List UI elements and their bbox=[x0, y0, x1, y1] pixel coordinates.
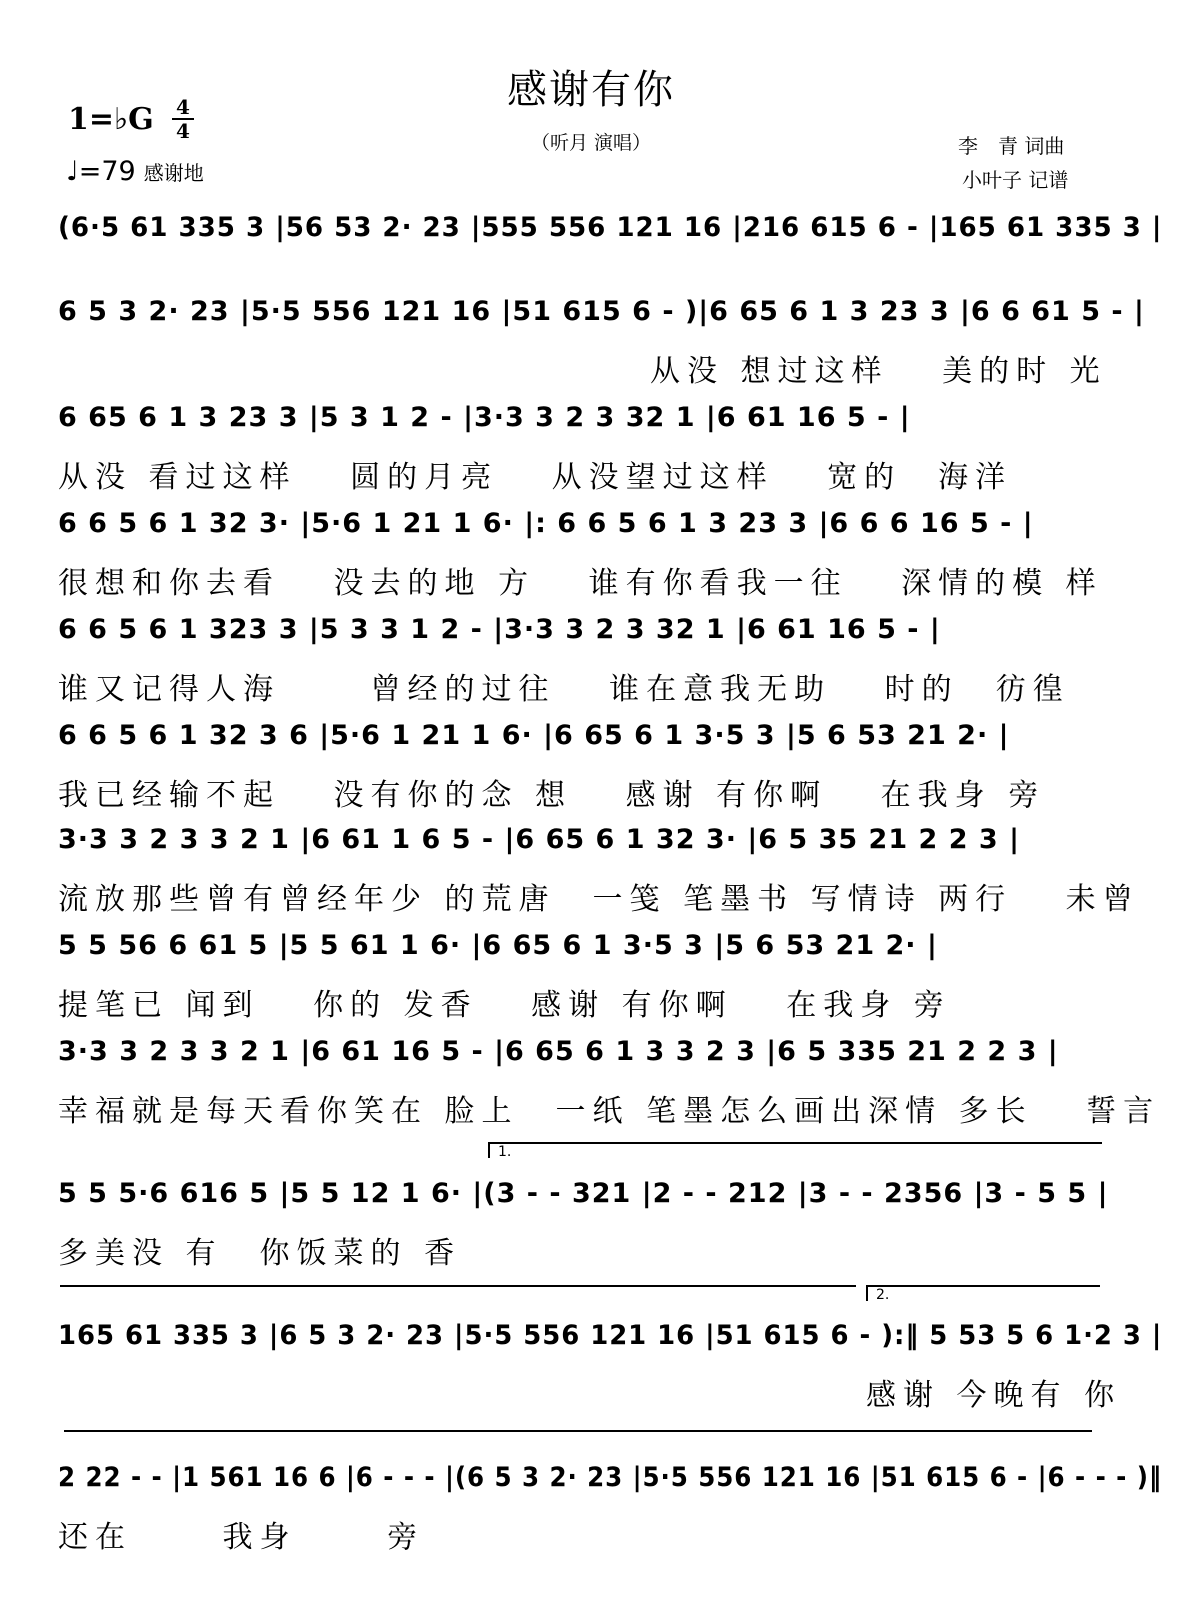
lyrics: 幸福就是每天看你笑在 脸上 一纸 笔墨怎么画出深情 多长 誓言 bbox=[58, 1094, 1161, 1129]
lyrics: 还在 我身 旁 bbox=[58, 1520, 425, 1555]
page-subtitle: （听月 演唱） bbox=[530, 132, 652, 154]
credit-composer: 李 青 词曲 bbox=[958, 134, 1065, 158]
notation: 3·3 3 2 3 3 2 1 |6 61 1 6 5 - |6 65 6 1 32 3· |6 5 35 21 2 2 3 | bbox=[58, 824, 1020, 855]
notation: 6 65 6 1 3 23 3 |5 3 1 2 - |3·3 3 2 3 32 1 |6 61 16 5 - | bbox=[58, 402, 911, 433]
tempo bbox=[66, 156, 204, 187]
score-line-2 bbox=[0, 296, 1182, 402]
score-line-6 bbox=[0, 720, 1182, 826]
lyrics: 从没 想过这样 美的时 光 bbox=[650, 354, 1107, 389]
notation: 6 6 5 6 1 323 3 |5 3 3 1 2 - |3·3 3 2 3 32 1 |6 61 16 5 - | bbox=[58, 614, 941, 645]
score-line-5 bbox=[0, 614, 1182, 720]
second-ending-continuation bbox=[64, 1430, 1092, 1432]
notation: 6 6 5 6 1 32 3· |5·6 1 21 1 6· |: 6 6 5 6 1 3 23 3 |6 6 6 16 5 - | bbox=[58, 508, 1034, 539]
lyrics: 流放那些曾有曾经年少 的荒唐 一笺 笔墨书 写情诗 两行 未曾 bbox=[58, 882, 1140, 917]
second-ending-label: 2. bbox=[876, 1287, 890, 1303]
key-signature: 1=♭G bbox=[68, 102, 154, 137]
lyrics: 多美没 有 你饭菜的 香 bbox=[58, 1236, 462, 1271]
lyrics: 提笔已 闻到 你的 发香 感谢 有你啊 在我身 旁 bbox=[58, 988, 951, 1023]
time-signature-bottom: 4 bbox=[172, 118, 194, 142]
second-ending-bracket bbox=[866, 1285, 1100, 1301]
lyrics: 我已经输不起 没有你的念 想 感谢 有你啊 在我身 旁 bbox=[58, 778, 1046, 813]
tempo-marking: 感谢地 bbox=[143, 161, 204, 185]
score-line-3 bbox=[0, 402, 1182, 508]
score-line-11 bbox=[0, 1320, 1182, 1426]
time-signature-top: 4 bbox=[176, 95, 190, 119]
lyrics: 感谢 今晚有 你 bbox=[866, 1378, 1122, 1413]
score-line-10 bbox=[0, 1178, 1182, 1284]
time-signature bbox=[172, 96, 194, 142]
page-title: 感谢有你 bbox=[507, 67, 675, 113]
notation: (6·5 61 335 3 |56 53 2· 23 |555 556 121 16 |216 615 6 - |165 61 335 3 | bbox=[58, 212, 1163, 243]
first-ending-label: 1. bbox=[498, 1144, 512, 1160]
first-ending-bracket bbox=[488, 1142, 1102, 1158]
notation: 6 6 5 6 1 32 3 6 |5·6 1 21 1 6· |6 65 6 1 3·5 3 |5 6 53 21 2· | bbox=[58, 720, 1010, 751]
notation: 165 61 335 3 |6 5 3 2· 23 |5·5 556 121 16 |51 615 6 - ):‖ 5 53 5 6 1·2 3 | bbox=[58, 1320, 1163, 1351]
first-ending-continuation bbox=[60, 1285, 856, 1287]
credit-transcriber: 小叶子 记谱 bbox=[962, 168, 1069, 192]
tempo-value: ♩=79 bbox=[66, 156, 136, 187]
notation: 6 5 3 2· 23 |5·5 556 121 16 |51 615 6 - )|6 65 6 1 3 23 3 |6 6 61 5 - | bbox=[58, 296, 1145, 327]
lyrics: 很想和你去看 没去的地 方 谁有你看我一往 深情的模 样 bbox=[58, 566, 1103, 601]
notation: 2 22 - - |1 561 16 6 |6 - - - |(6 5 3 2· 23 |5·5 556 121 16 |51 615 6 - |6 - - - )‖ bbox=[58, 1462, 1163, 1493]
notation: 3·3 3 2 3 3 2 1 |6 61 16 5 - |6 65 6 1 3 3 2 3 |6 5 335 21 2 2 3 | bbox=[58, 1036, 1059, 1067]
notation: 5 5 5·6 616 5 |5 5 12 1 6· |(3 - - 321 |2 - - 212 |3 - - 2356 |3 - 5 5 | bbox=[58, 1178, 1109, 1209]
score-line-12 bbox=[0, 1462, 1182, 1555]
score-line-9 bbox=[0, 1036, 1182, 1142]
lyrics: 从没 看过这样 圆的月亮 从没望过这样 宽的 海洋 bbox=[58, 460, 1013, 495]
notation: 5 5 56 6 61 5 |5 5 61 1 6· |6 65 6 1 3·5 3 |5 6 53 21 2· | bbox=[58, 930, 938, 961]
score-line-8 bbox=[0, 930, 1182, 1036]
score-line-4 bbox=[0, 508, 1182, 614]
score-line-7 bbox=[0, 824, 1182, 930]
lyrics: 谁又记得人海 曾经的过往 谁在意我无助 时的 彷徨 bbox=[58, 672, 1070, 707]
